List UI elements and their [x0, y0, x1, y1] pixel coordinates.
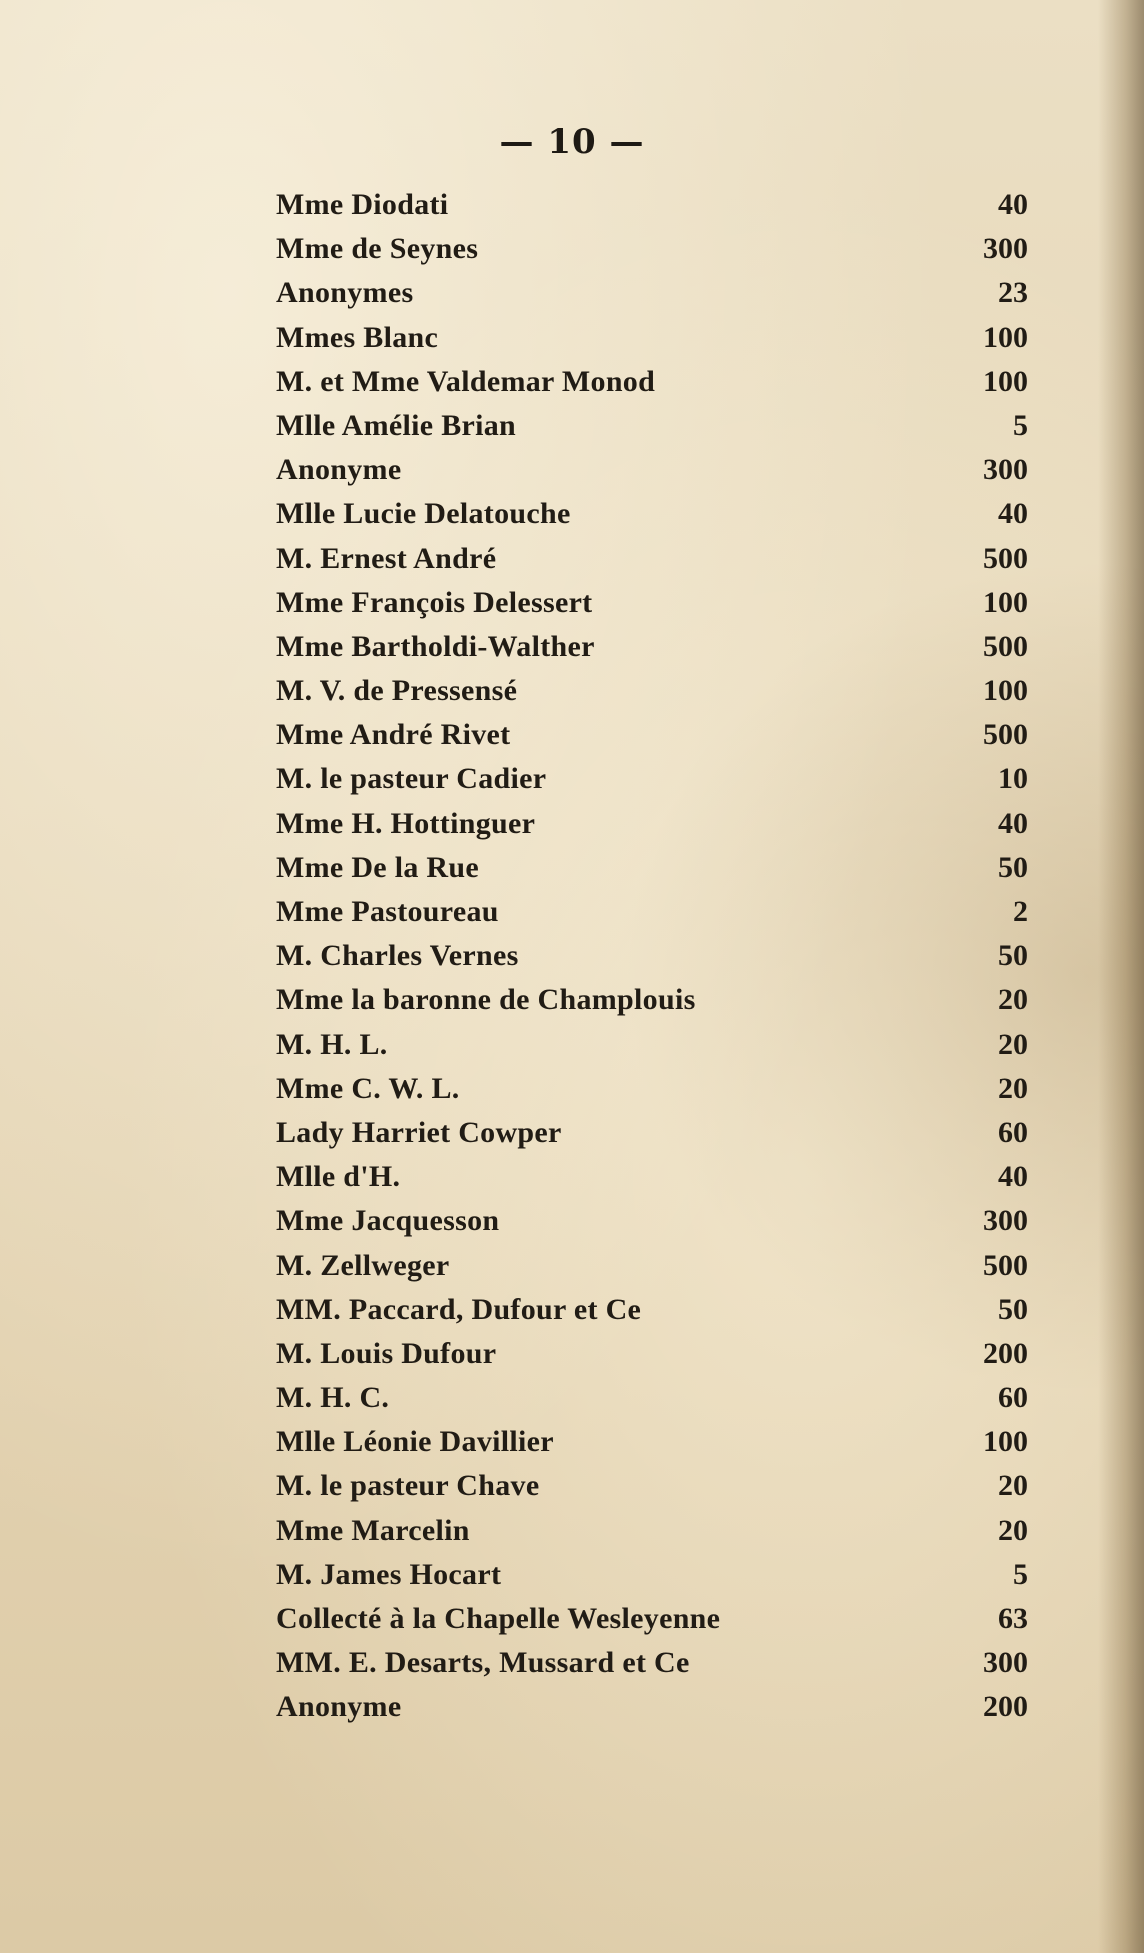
donor-name: Anonyme [276, 1690, 402, 1724]
donor-name: Mme André Rivet [276, 718, 511, 752]
list-item [276, 1376, 1028, 1420]
donation-amount: 5 [1013, 408, 1028, 442]
donation-amount: 100 [983, 585, 1028, 619]
donation-amount: 300 [983, 453, 1028, 487]
donor-name: Mme C. W. L. [276, 1071, 460, 1105]
donor-name: Anonyme [276, 453, 402, 487]
donation-amount: 500 [983, 1248, 1028, 1282]
donation-amount: 10 [998, 762, 1028, 796]
donor-name: Mme Bartholdi-Walther [276, 629, 595, 663]
donor-name: Mme Diodati [276, 188, 449, 221]
list-item [276, 404, 1028, 448]
list-item [276, 846, 1028, 890]
list-item [276, 1199, 1028, 1243]
donation-amount: 50 [998, 850, 1028, 884]
donor-name: Mme François Delessert [276, 585, 593, 619]
donation-amount: 200 [983, 1336, 1028, 1370]
donor-name: Mlle Lucie Delatouche [276, 497, 571, 531]
list-item [276, 1685, 1028, 1729]
donor-name: M. le pasteur Chave [276, 1469, 540, 1503]
list-item [276, 757, 1028, 801]
donation-amount: 20 [998, 983, 1028, 1017]
donor-name: Mmes Blanc [276, 320, 439, 354]
donation-amount: 60 [998, 1115, 1028, 1149]
donor-name: Mlle Léonie Davillier [276, 1425, 554, 1459]
list-item [276, 1288, 1028, 1332]
list-item [276, 1155, 1028, 1199]
list-item [276, 978, 1028, 1022]
list-item [276, 227, 1028, 271]
list-item [276, 316, 1028, 360]
donation-amount: 200 [983, 1690, 1028, 1724]
list-item [276, 1641, 1028, 1685]
donation-amount: 500 [983, 718, 1028, 752]
donation-amount: 50 [998, 1292, 1028, 1326]
list-item [276, 713, 1028, 757]
donation-amount: 20 [998, 1469, 1028, 1503]
donation-amount: 2 [1013, 895, 1028, 928]
list-item [276, 537, 1028, 581]
donor-name: Mme Marcelin [276, 1513, 470, 1547]
donor-name: M. Charles Vernes [276, 939, 519, 973]
donation-amount: 500 [983, 541, 1028, 575]
list-item [276, 1067, 1028, 1111]
donation-amount: 50 [998, 939, 1028, 973]
list-item [276, 492, 1028, 536]
donor-name: M. H. L. [276, 1027, 388, 1061]
donation-amount: 40 [998, 1160, 1028, 1194]
donor-name: Anonymes [276, 276, 414, 310]
list-item [276, 183, 1028, 227]
donor-name: M. H. C. [276, 1381, 390, 1415]
donation-amount: 300 [983, 1646, 1028, 1680]
donation-amount: 40 [998, 806, 1028, 840]
list-item [276, 360, 1028, 404]
list-item [276, 448, 1028, 492]
list-item [276, 1023, 1028, 1067]
list-item [276, 1244, 1028, 1288]
donor-name: Mme De la Rue [276, 850, 480, 884]
donor-name: M. V. de Pressensé [276, 674, 518, 708]
donation-amount: 40 [998, 497, 1028, 531]
donor-name: M. James Hocart [276, 1557, 502, 1591]
donation-amount: 300 [983, 232, 1028, 266]
page-number: — 10 — [499, 122, 645, 162]
list-item [276, 669, 1028, 713]
donor-name: Mme la baronne de Champlouis [276, 983, 696, 1017]
list-item [276, 271, 1028, 315]
donor-list [276, 183, 1028, 1730]
donation-amount: 60 [998, 1381, 1028, 1415]
donation-amount: 20 [998, 1027, 1028, 1061]
donor-name: Mlle Amélie Brian [276, 408, 517, 442]
donor-name: MM. Paccard, Dufour et Ce [276, 1292, 642, 1326]
list-item [276, 1553, 1028, 1597]
list-item [276, 1464, 1028, 1508]
donor-name: M. le pasteur Cadier [276, 762, 547, 796]
donation-amount: 300 [983, 1204, 1028, 1238]
donor-name: Mme de Seynes [276, 232, 479, 266]
donation-amount: 100 [983, 364, 1028, 398]
donation-amount: 5 [1013, 1557, 1028, 1591]
donation-amount: 40 [998, 188, 1028, 221]
donation-amount: 500 [983, 629, 1028, 663]
donation-amount: 20 [998, 1071, 1028, 1105]
donation-amount: 20 [998, 1513, 1028, 1547]
donation-amount: 63 [998, 1602, 1028, 1635]
donor-name: Lady Harriet Cowper [276, 1115, 562, 1149]
list-item [276, 1597, 1028, 1641]
list-item [276, 1111, 1028, 1155]
donor-name: Mme Pastoureau [276, 895, 499, 928]
donation-amount: 100 [983, 320, 1028, 354]
list-item [276, 625, 1028, 669]
donor-name: M. Zellweger [276, 1248, 450, 1282]
list-item [276, 1332, 1028, 1376]
donor-name: Mlle d'H. [276, 1160, 401, 1194]
list-item [276, 1509, 1028, 1553]
donor-name: Mme Jacquesson [276, 1204, 500, 1238]
donor-name: M. Ernest André [276, 541, 497, 575]
list-item [276, 890, 1028, 934]
list-item [276, 934, 1028, 978]
donor-name: Mme H. Hottinguer [276, 806, 536, 840]
donor-name: Collecté à la Chapelle Wesleyenne [276, 1602, 721, 1635]
list-item [276, 581, 1028, 625]
donation-amount: 100 [983, 1425, 1028, 1459]
donor-name: M. Louis Dufour [276, 1336, 497, 1370]
donor-name: MM. E. Desarts, Mussard et Ce [276, 1646, 690, 1680]
donation-amount: 23 [998, 276, 1028, 310]
list-item [276, 1420, 1028, 1464]
list-item [276, 802, 1028, 846]
donor-name: M. et Mme Valdemar Monod [276, 364, 656, 398]
donation-amount: 100 [983, 674, 1028, 708]
